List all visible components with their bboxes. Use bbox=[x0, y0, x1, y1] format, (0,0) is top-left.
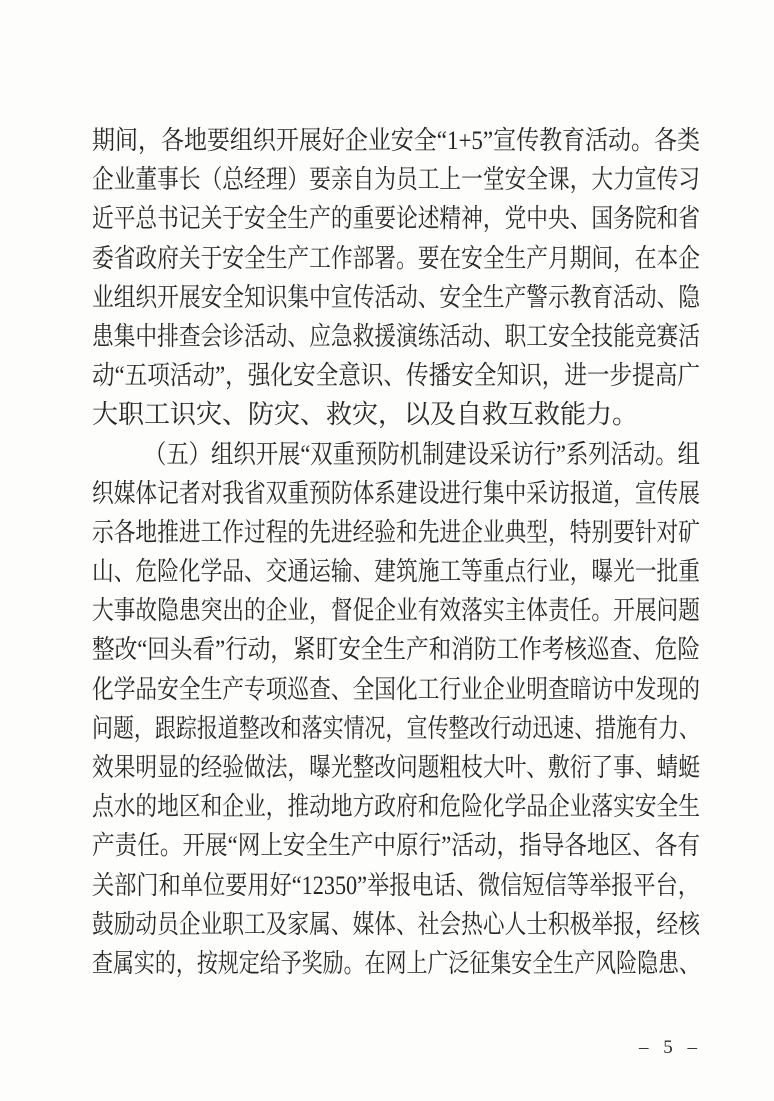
text-line-content: 期间，各地要组织开展好企业安全“1+5”宣传教育活动。各类 bbox=[92, 126, 700, 155]
text-line-14 bbox=[92, 630, 700, 669]
text-line-6 bbox=[92, 317, 700, 356]
text-line-content: 示各地推进工作过程的先进经验和先进企业典型，特别要针对矿 bbox=[92, 517, 700, 547]
text-line-8 bbox=[92, 395, 700, 434]
text-line-18 bbox=[92, 787, 700, 826]
text-line-11 bbox=[92, 513, 700, 552]
text-line-content: 业组织开展安全知识集中宣传活动、安全生产警示教育活动、隐 bbox=[92, 282, 700, 312]
text-line-content: 患集中排查会诊活动、应急救援演练活动、职工安全技能竞赛活 bbox=[92, 321, 700, 351]
text-line-content: 大事故隐患突出的企业，督促企业有效落实主体责任。开展问题 bbox=[92, 596, 700, 626]
text-line-13 bbox=[92, 591, 700, 630]
text-line-15 bbox=[92, 670, 700, 709]
text-line-content: 效果明显的经验做法，曝光整改问题粗枝大叶、敷衍了事、蜻蜓 bbox=[92, 753, 700, 782]
text-line-content: 问题，跟踪报道整改和落实情况，宣传整改行动迅速、措施有力、 bbox=[92, 713, 700, 743]
text-line-content: 委省政府关于安全生产工作部署。要在安全生产月期间，在本企 bbox=[92, 243, 700, 273]
text-line-content: 鼓励动员企业职工及家属、媒体、社会热心人士积极举报，经核 bbox=[92, 909, 700, 939]
text-line-10 bbox=[92, 474, 700, 513]
text-line-content: 山、危险化学品、交通运输、建筑施工等重点行业，曝光一批重 bbox=[92, 557, 700, 587]
text-line-21 bbox=[92, 905, 700, 944]
text-line-5 bbox=[92, 278, 700, 317]
text-line-9 bbox=[92, 435, 700, 474]
text-line-3 bbox=[92, 199, 700, 238]
text-line-7 bbox=[92, 356, 700, 395]
page-number: – 5 – bbox=[639, 1037, 702, 1058]
text-line-content: 大职工识灾、防灾、救灾，以及自救互救能力。 bbox=[92, 400, 639, 430]
text-line-content: 整改“回头看”行动，紧盯安全生产和消防工作考核巡查、危险 bbox=[92, 635, 700, 665]
text-line-4 bbox=[92, 239, 700, 278]
text-line-content: 织媒体记者对我省双重预防体系建设进行集中采访报道，宣传展 bbox=[92, 478, 700, 508]
text-line-content: 化学品安全生产专项巡查、全国化工行业企业明查暗访中发现的 bbox=[92, 674, 700, 704]
text-line-2 bbox=[92, 160, 700, 199]
text-line-19 bbox=[92, 826, 700, 865]
document-body bbox=[92, 121, 700, 983]
text-line-content: 近平总书记关于安全生产的重要论述精神，党中央、国务院和省 bbox=[92, 204, 700, 234]
text-line-22 bbox=[92, 944, 700, 983]
text-line-content: 动“五项活动”，强化安全意识、传播安全知识，进一步提高广 bbox=[92, 361, 700, 391]
text-line-content: 产责任。开展“网上安全生产中原行”活动，指导各地区、各有 bbox=[92, 831, 700, 861]
text-line-content: 关部门和单位要用好“12350”举报电话、微信短信等举报平台， bbox=[92, 870, 700, 900]
text-line-1 bbox=[92, 121, 700, 160]
text-line-content: 点水的地区和企业，推动地方政府和危险化学品企业落实安全生 bbox=[92, 792, 700, 822]
text-line-content: 查属实的，按规定给予奖励。在网上广泛征集安全生产风险隐患、 bbox=[92, 948, 700, 978]
text-line-16 bbox=[92, 709, 700, 748]
text-line-17 bbox=[92, 748, 700, 787]
text-line-12 bbox=[92, 552, 700, 591]
text-line-content: 企业董事长（总经理）要亲自为员工上一堂安全课，大力宣传习 bbox=[92, 165, 700, 195]
text-line-20 bbox=[92, 866, 700, 905]
text-line-content: （五）组织开展“双重预防机制建设采访行”系列活动。组 bbox=[144, 439, 700, 469]
